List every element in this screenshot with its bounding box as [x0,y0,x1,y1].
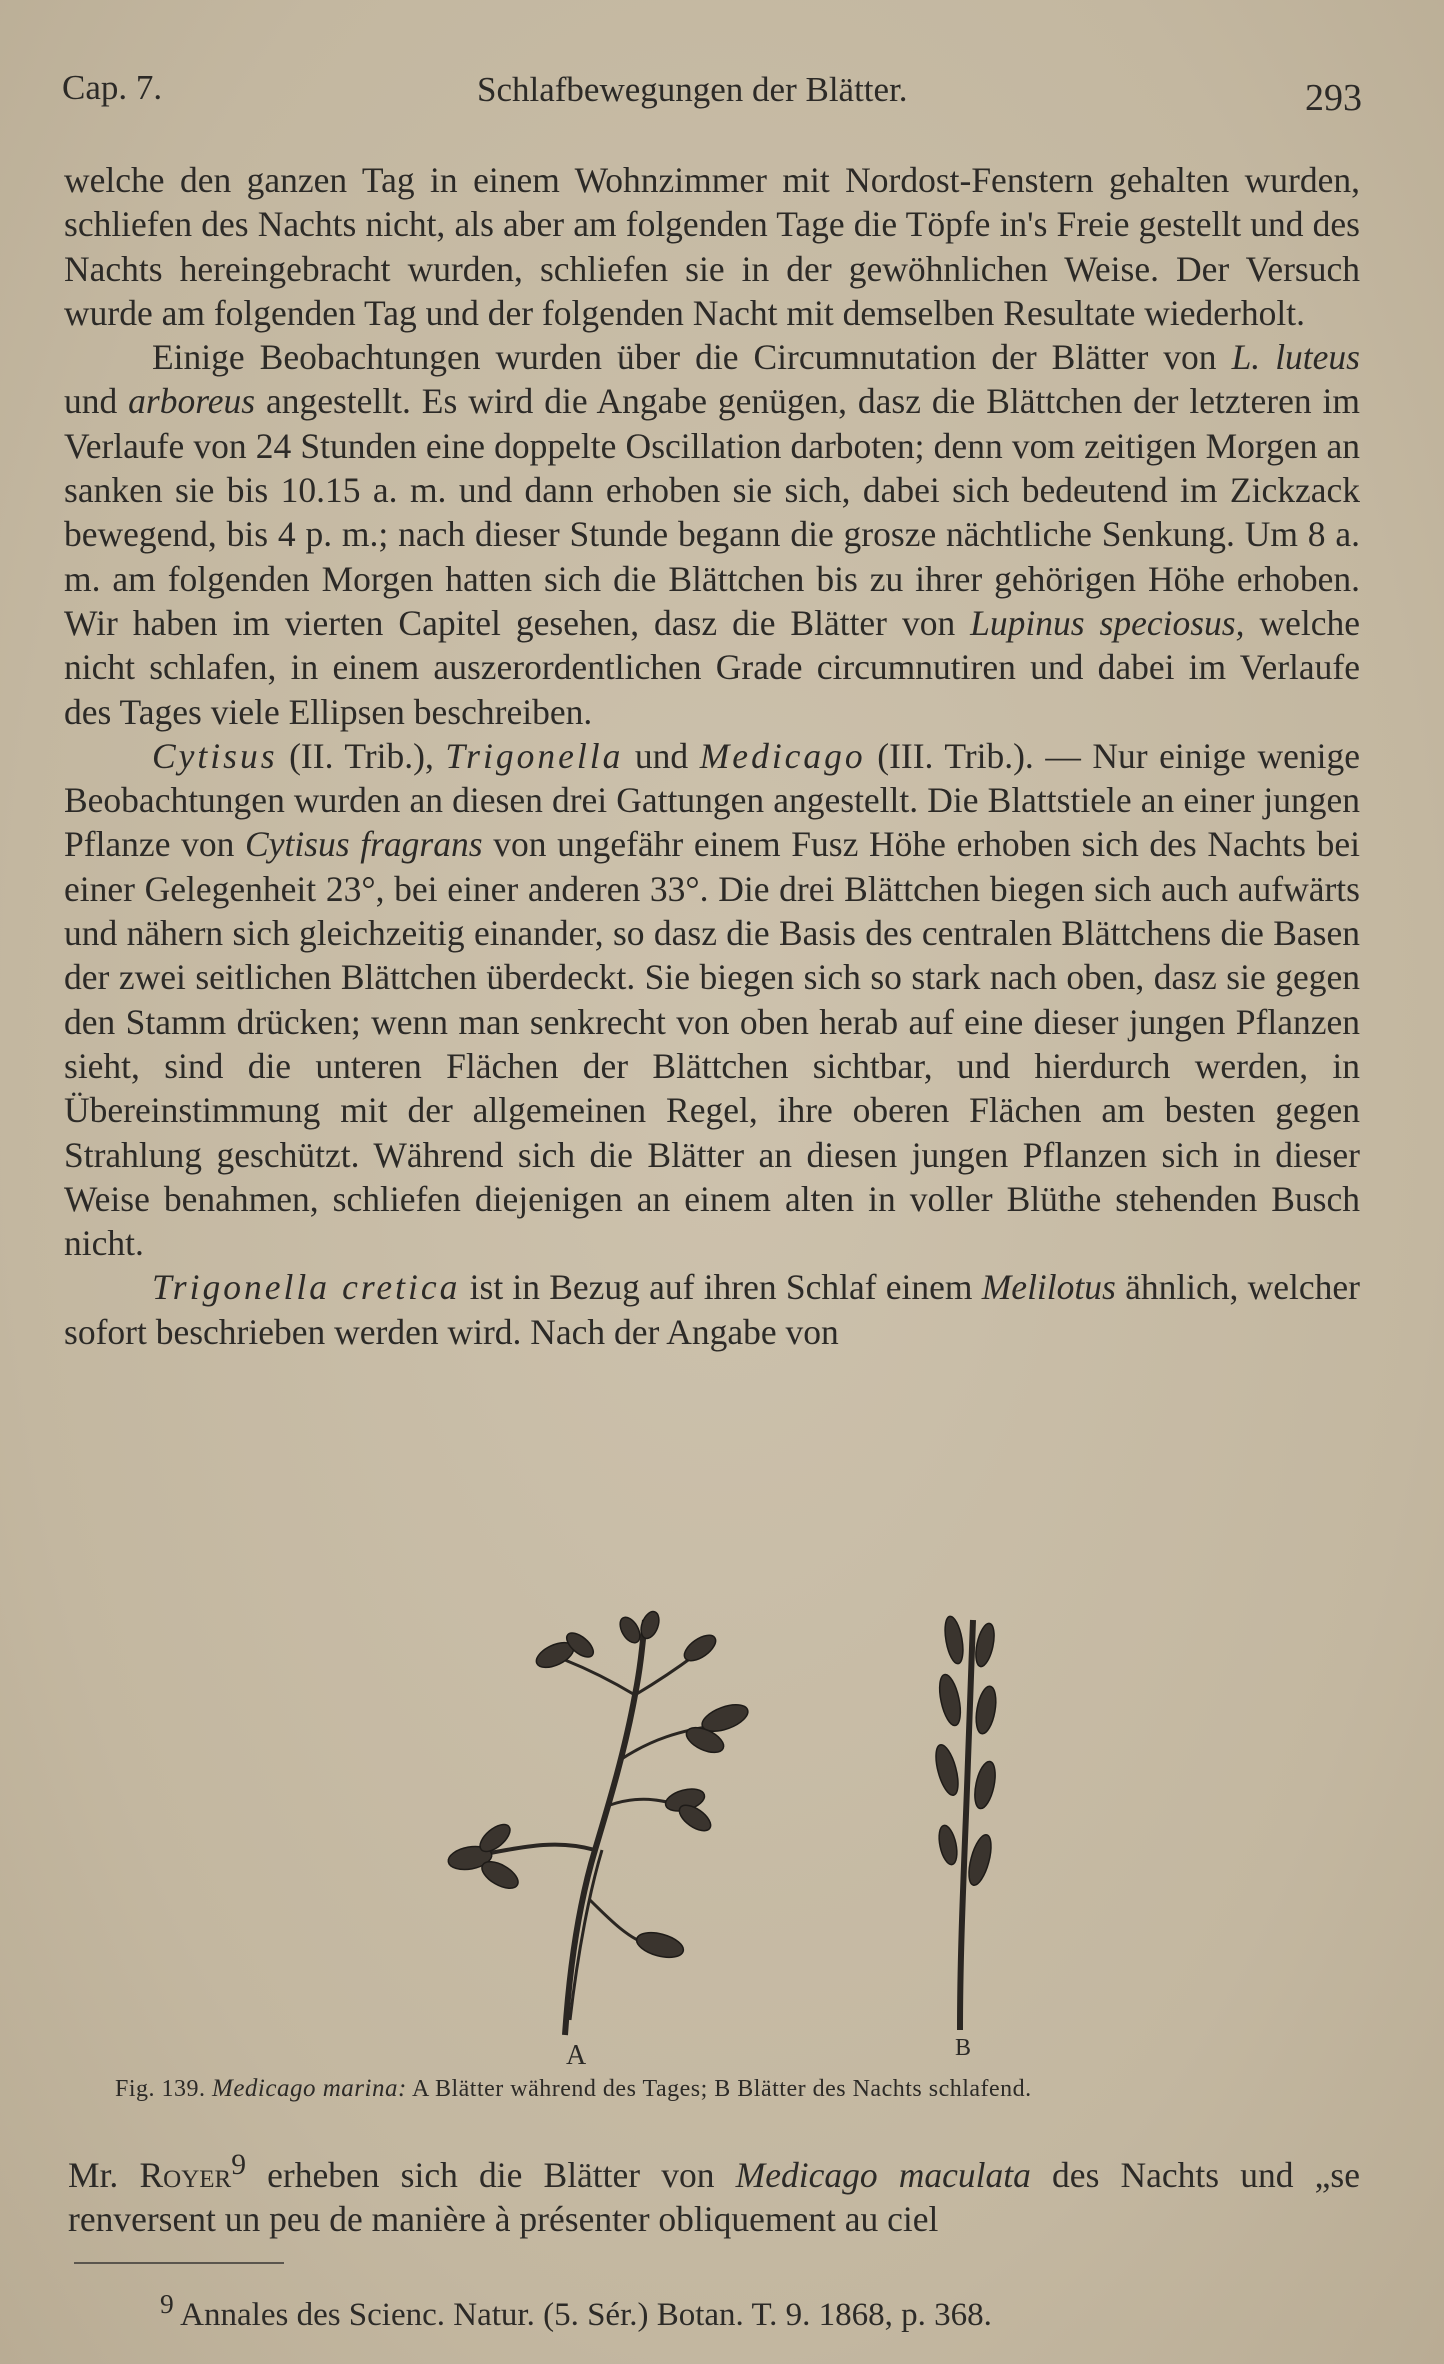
caption-text: A Blätter während des Tages; B Blätter des Nachts schlafend. [406,2076,1032,2102]
p4-text-b: ähnlich, welcher sofort beschrieben werden wird. Nach der Angabe von [64,1267,1360,1352]
paragraph-5 [68,2143,1360,2241]
species-trigonella-cretica: Trigonella cretica [152,1267,461,1308]
figure-caption [115,2075,1315,2103]
page-header [62,62,1362,122]
caption-prefix: Fig. 139. [115,2076,213,2102]
paragraph-1: welche den ganzen Tag in einem Wohnzimmer mit Nordost-Fenstern gehalten wurden, schliefen des Nachts nicht, als aber am folgenden Tage die Töpfe in's Freie gestellt und des Nachts hereingebracht wurden, schliefen sie in der gewöhnlichen Weise. Der Versuch wurde am folgenden Tag und der folgenden Nacht mit demselben Resultate wiederholt. [64,160,1360,333]
footnote-ref: 9 [231,2149,246,2181]
p2-text-b: und [64,381,129,422]
footnote-text: Annales des Scienc. Natur. (5. Sér.) Botan. T. 9. 1868, p. 368. [173,2297,992,2333]
p2-text-c: angestellt. Es wird die Angabe genügen, dasz die Blättchen der letzteren im Verlaufe von 24 Stunden eine doppelte Oscillation darboten; denn vom zeitigen Morgen an sanken sie bis 10.15 a. m. und dann erhoben sie sich, dabei sich bedeutend im Zickzack bewegend, bis 4 p. m.; nach dieser Stunde begann die grosze nächtliche Senkung. Um 8 a. m. am folgenden Morgen hatten sich die Blättchen bis zu ihrer gehörigen Höhe erhoben. Wir haben im vierten Capitel gesehen, dasz die Blätter von [64,381,1360,643]
footnote-mark: 9 [160,2288,174,2319]
p5-text-b: erheben sich die Blätter von [246,2154,736,2195]
author-royer: Royer [139,2154,232,2195]
chapter-label: Cap. 7. [62,68,163,107]
p3-text-b: und [623,735,700,776]
species-l-luteus: L. luteus [1231,337,1360,378]
genus-medicago: Medicago [699,735,866,776]
p3-text-a: (II. Trib.), [277,735,446,776]
genus-melilotus: Melilotus [981,1267,1116,1308]
p5-text-a: Mr. [68,2154,140,2195]
running-title: Schlafbewegungen der Blätter. [477,70,908,109]
paragraph-2 [64,335,1360,734]
caption-species: Medicago marina: [212,2075,407,2102]
paragraph-4 [64,1265,1360,1354]
figure-label-a: A [566,2040,587,2071]
p2-text-a: Einige Beobachtungen wurden über die Circumnutation der Blätter von [152,337,1232,378]
footnote-rule [74,2262,284,2264]
species-arboreus: arboreus [128,381,256,422]
continued-text [68,2143,1360,2241]
body-text [64,158,1360,1354]
paragraph-3 [64,734,1360,1266]
p5-text-c: des Nachts und „se renversent un peu de manière à présenter obliquement au ciel [68,2154,1360,2240]
p3-text-c: (III. Trib.). — Nur einige wenige Beobachtungen wurden an diesen drei Gattungen angestellt. Die Blattstiele an einer jungen Pflanze von [64,735,1360,865]
species-medicago-maculata: Medicago maculata [735,2154,1031,2195]
species-lupinus-speciosus: Lupinus speciosus, [970,602,1245,643]
genus-cytisus: Cytisus [152,735,278,776]
figure-139 [420,1600,1040,2071]
figure-label-b: B [955,2035,972,2061]
p2-text-d: welche nicht schlafen, in einem auszerordentlichen Grade circumnutiren und dabei im Verlaufe des Tages viele Ellipsen beschreiben. [64,602,1360,732]
medicago-illustration [420,1600,1040,2050]
page-number: 293 [1305,77,1362,119]
footnote [160,2288,992,2334]
species-cytisus-fragrans: Cytisus fragrans [245,824,483,865]
p4-text-a: ist in Bezug auf ihren Schlaf einem [460,1267,982,1308]
genus-trigonella: Trigonella [445,735,624,776]
p3-text-d: von ungefähr einem Fusz Höhe erhoben sich des Nachts bei einer Gelegenheit 23°, bei einer anderen 33°. Die drei Blättchen biegen sich auch aufwärts und nähern sich gleichzeitig einander, so dasz die Basis des centralen Blättchens die Basen der zwei seitlichen Blättchen überdeckt. Sie biegen sich so stark nach oben, dasz sie gegen den Stamm drücken; wenn man senkrecht von oben herab auf eine dieser jungen Pflanzen sieht, sind die unteren Flächen der Blättchen sichtbar, und hierdurch werden, in Übereinstimmung mit der allgemeinen Regel, ihre oberen Flächen am besten gegen Strahlung geschützt. Während sich die Blätter an diesen jungen Pflanzen sich in dieser Weise benahmen, schliefen diejenigen an einem alten in voller Blüthe stehenden Busch nicht. [64,824,1360,1264]
